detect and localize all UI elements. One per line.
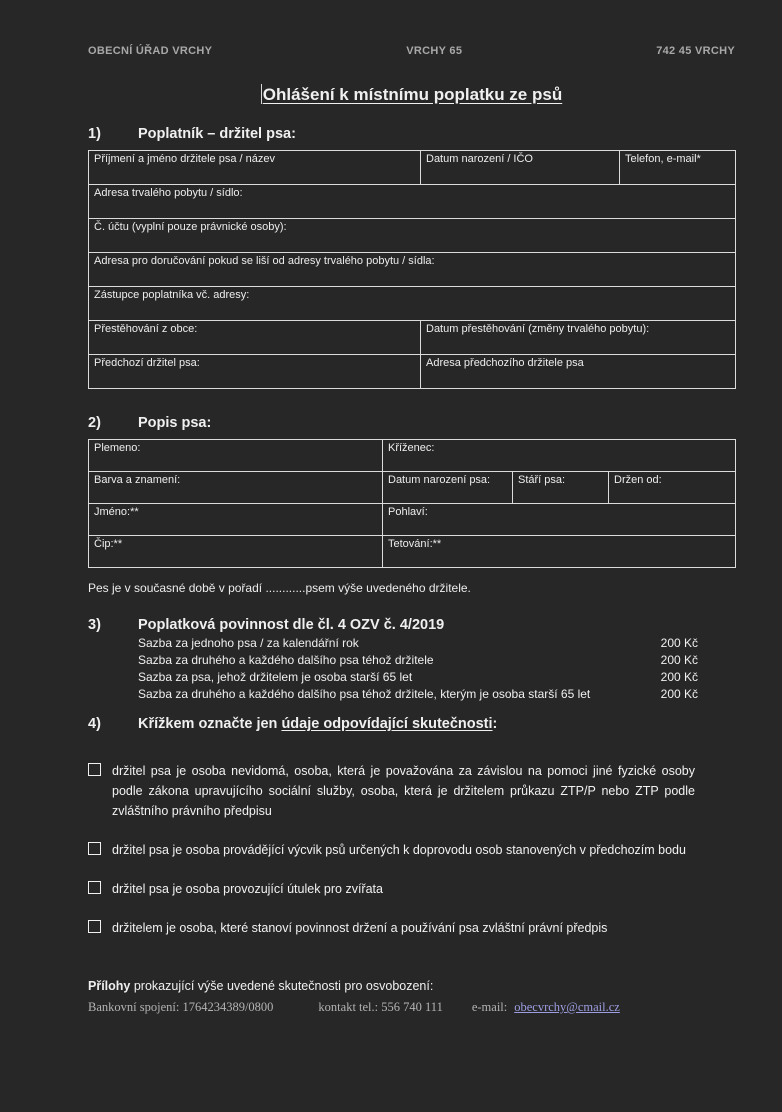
field-permanent-address[interactable]: Adresa trvalého pobytu / sídlo: [89, 185, 736, 219]
table-row [89, 219, 736, 253]
contact-phone: kontakt tel.: 556 740 111 [318, 1000, 443, 1014]
letterhead-address: VRCHY 65 [406, 45, 463, 57]
fee-amount: 200 Kč [660, 653, 698, 667]
exemption-checklist [88, 761, 735, 938]
fee-label: Sazba za psa, jehož držitelem je osoba starší 65 let [138, 670, 413, 684]
fee-amount: 200 Kč [660, 670, 698, 684]
letterhead-zip-city: 742 45 VRCHY [656, 45, 735, 57]
checkbox-label: držitelem je osoba, které stanoví povinnost držení a používání psa zvláštní právní předpis [112, 921, 608, 935]
checkbox[interactable] [88, 881, 101, 894]
checkbox-label: držitel psa je osoba provozující útulek pro zvířata [112, 882, 383, 896]
section1-heading [88, 126, 735, 142]
page-title: Ohlášení k místnímu poplatku ze psů [262, 85, 563, 104]
payer-table [88, 150, 736, 389]
text-cursor [261, 84, 262, 104]
dog-order-note: Pes je v současné době v pořadí ............psem výše uvedeného držitele. [88, 581, 471, 595]
section3-number: 3) [88, 617, 101, 633]
section1-title: Poplatník – držitel psa: [138, 126, 296, 142]
field-account-number[interactable]: Č. účtu (vyplní pouze právnické osoby): [89, 219, 736, 253]
checkbox[interactable] [88, 763, 101, 776]
document-title-row [88, 84, 735, 106]
field-breed[interactable]: Plemeno: [89, 440, 383, 472]
section2-heading [88, 415, 735, 431]
email-label: e-mail: [471, 1000, 508, 1014]
fee-label: Sazba za jednoho psa / za kalendářní rok [138, 636, 359, 650]
table-row [89, 287, 736, 321]
field-chip[interactable]: Čip:** [89, 536, 383, 568]
contact-line [88, 1000, 735, 1015]
letterhead [88, 45, 735, 57]
table-row [89, 321, 736, 355]
checkbox-item [88, 918, 735, 938]
letterhead-office: OBECNÍ ÚŘAD VRCHY [88, 45, 213, 57]
table-row [89, 536, 736, 568]
dog-table [88, 439, 736, 568]
field-previous-holder-address[interactable]: Adresa předchozího držitele psa [421, 355, 736, 389]
attachments-label: Přílohy [88, 979, 131, 993]
field-phone-email[interactable]: Telefon, e-mail* [620, 151, 736, 185]
table-row [89, 151, 736, 185]
field-dog-birthdate[interactable]: Datum narození psa: [383, 472, 513, 504]
checkbox-label: držitel psa je osoba provádějící výcvik psů určených k doprovodu osob stanovených v předchozím bodu [112, 843, 686, 857]
fee-row [138, 686, 698, 703]
email-link[interactable]: obecvrchy@cmail.cz [514, 1000, 620, 1014]
checkbox[interactable] [88, 920, 101, 933]
section3-title: Poplatková povinnost dle čl. 4 OZV č. 4/2019 [138, 617, 445, 633]
table-row [89, 185, 736, 219]
section4-number: 4) [88, 716, 101, 732]
checkbox-item [88, 840, 735, 860]
field-representative[interactable]: Zástupce poplatníka vč. adresy: [89, 287, 736, 321]
fee-row [138, 652, 698, 669]
fee-amount: 200 Kč [660, 687, 698, 701]
field-mailing-address[interactable]: Adresa pro doručování pokud se liší od adresy trvalého pobytu / sídla: [89, 253, 736, 287]
field-previous-holder[interactable]: Předchozí držitel psa: [89, 355, 421, 389]
field-moved-from[interactable]: Přestěhování z obce: [89, 321, 421, 355]
table-row [89, 472, 736, 504]
table-row [89, 504, 736, 536]
field-birthdate-ico[interactable]: Datum narození / IČO [421, 151, 620, 185]
field-dog-sex[interactable]: Pohlaví: [383, 504, 736, 536]
checkbox-item [88, 879, 735, 899]
field-kept-since[interactable]: Držen od: [609, 472, 736, 504]
section2-number: 2) [88, 415, 101, 431]
fee-list [138, 635, 698, 703]
section1-number: 1) [88, 126, 101, 142]
checkbox-label: držitel psa je osoba nevidomá, osoba, která je považována za závislou na pomoci jiné fyzické osoby podle zákona upravujícího sociální služby, osoba, která je držitelem průkazu ZTP/P nebo ZTP podle zvláštního právního předpisu [112, 764, 695, 818]
fee-amount: 200 Kč [660, 636, 698, 650]
checkbox[interactable] [88, 842, 101, 855]
attachments-note: Přílohy prokazující výše uvedené skutečnosti pro osvobození: [88, 979, 434, 993]
field-move-date[interactable]: Datum přestěhování (změny trvalého pobytu): [421, 321, 736, 355]
field-tattoo[interactable]: Tetování:** [383, 536, 736, 568]
bank-account: Bankovní spojení: 1764234389/0800 [88, 1000, 274, 1014]
section2-title: Popis psa: [138, 415, 212, 431]
field-dog-name[interactable]: Jméno:** [89, 504, 383, 536]
field-name[interactable]: Příjmení a jméno držitele psa / název [89, 151, 421, 185]
fee-label: Sazba za druhého a každého dalšího psa téhož držitele [138, 653, 434, 667]
table-row [89, 440, 736, 472]
field-dog-age[interactable]: Stáří psa: [513, 472, 609, 504]
section4-heading [88, 716, 735, 732]
table-row [89, 253, 736, 287]
section4-title: Křížkem označte jen údaje odpovídající skutečnosti: [138, 716, 498, 732]
table-row [89, 355, 736, 389]
checkbox-item [88, 761, 735, 821]
fee-label: Sazba za druhého a každého dalšího psa téhož držitele, kterým je osoba starší 65 let [138, 687, 591, 701]
section3-heading [88, 617, 735, 633]
field-crossbreed[interactable]: Kříženec: [383, 440, 736, 472]
fee-row [138, 635, 698, 652]
field-color-marks[interactable]: Barva a znamení: [89, 472, 383, 504]
fee-row [138, 669, 698, 686]
